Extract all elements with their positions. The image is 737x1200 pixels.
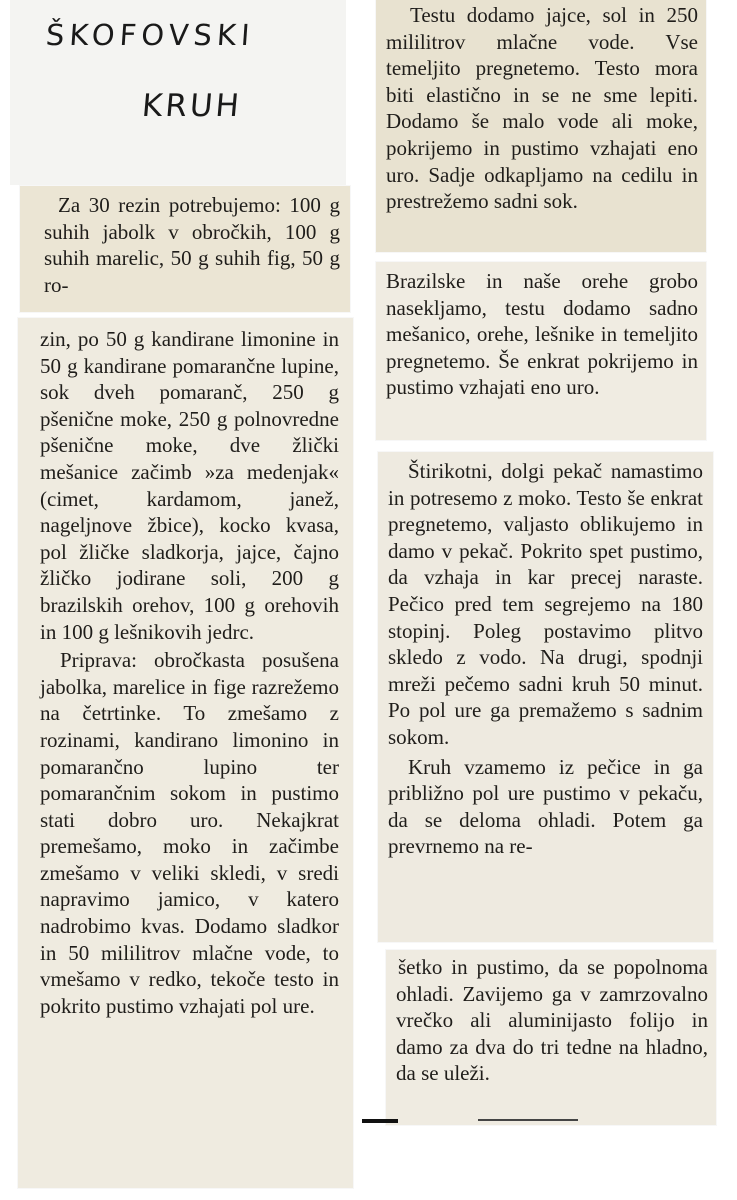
cooling-text-part1: Kruh vzamemo iz pečice in ga približno pol ure pustimo v pekaču, da se deloma ohladi. Potem ga prevrnemo na re- <box>388 754 703 859</box>
cooling-text-part2: šetko in pustimo, da se popolnoma ohladi. Zavijemo ga v zamrzovalno vrečko ali aluminijasto folijo in damo za dva do tri tedne na hladno, da se uleži. <box>396 955 708 1086</box>
clipping-dough <box>376 0 706 252</box>
baking-text: Štirikotni, dolgi pekač namastimo in potresemo z moko. Testo še enkrat pregnetemo, valjasto oblikujemo in damo v pekač. Pokrito spet pustimo, da vzhaja in kar precej naraste. Pečico pred tem segrejemo na 180 stopinj. Poleg postavimo plitvo skledo z vodo. Na drugi, spodnji mreži pečemo sadni kruh 50 minut. Po pol ure ga premažemo s sadnim sokom. <box>388 459 703 749</box>
ingredients-text-part1: Za 30 rezin potrebujemo: 100 g suhih jabolk v obročkih, 100 g suhih marelic, 50 g suhih fig, 50 g ro- <box>44 193 340 297</box>
preparation-text: Priprava: obročkasta posušena jabolka, marelice in fige razrežemo na četrtinke. To zmešamo z rozinami, kandirano limonino in pomarančno lupino ter pomarančnim sokom in pustimo stati dobro uro. Nekajkrat premešamo, moko in začimbe zmešamo v veliki skledi, v sredi napravimo jamico, v katero nadrobimo kvas. Dodamo sladkor in 50 mililitrov mlačne vode, to vmešamo v redko, tekoče testo in pokrito pustimo vzhajati pol ure. <box>40 648 339 1018</box>
black-rule-line-right <box>478 1119 578 1121</box>
nuts-text: Brazilske in naše orehe grobo nasekljamo, testu dodamo sadno mešanico, orehe, lešnike in temeljito pregnetemo. Še enkrat pokrijemo in pustimo vzhajati eno uro. <box>386 269 698 400</box>
ingredients-text-part2: zin, po 50 g kandirane limonine in 50 g kandirane pomarančne lupine, sok dveh pomaranč, 250 g pšenične moke, 250 g polnovredne pšenične moke, dve žlički mešanice začimb »za medenjak« (cimet, kardamom, janež, nageljnove žbice), kocko kvasa, pol žličke sladkorja, jajce, čajno žličko jodirane soli, 200 g brazilskih orehov, 100 g orehovih in 100 g lešnikovih jedrc. <box>40 327 339 644</box>
clipping-nuts <box>376 262 706 440</box>
dough-text: Testu dodamo jajce, sol in 250 mililitrov mlačne vode. Vse temeljito pregnetemo. Testo mora biti elastično in se ne sme lepiti. Dodamo še malo vode ali moke, pokrijemo in pustimo vzhajati eno uro. Sadje odkapljamo na cedilu in prestrežemo sadni sok. <box>386 3 698 214</box>
black-rule-line <box>362 1119 398 1123</box>
clipping-storage <box>386 950 716 1125</box>
clipping-baking <box>378 452 713 942</box>
clipping-ingredients-and-preparation <box>18 318 353 1188</box>
handwritten-title-line1: ŠKOFOVSKI <box>44 18 256 52</box>
clipping-ingredients-start <box>20 186 350 312</box>
handwritten-title-line2: KRUH <box>140 88 244 124</box>
